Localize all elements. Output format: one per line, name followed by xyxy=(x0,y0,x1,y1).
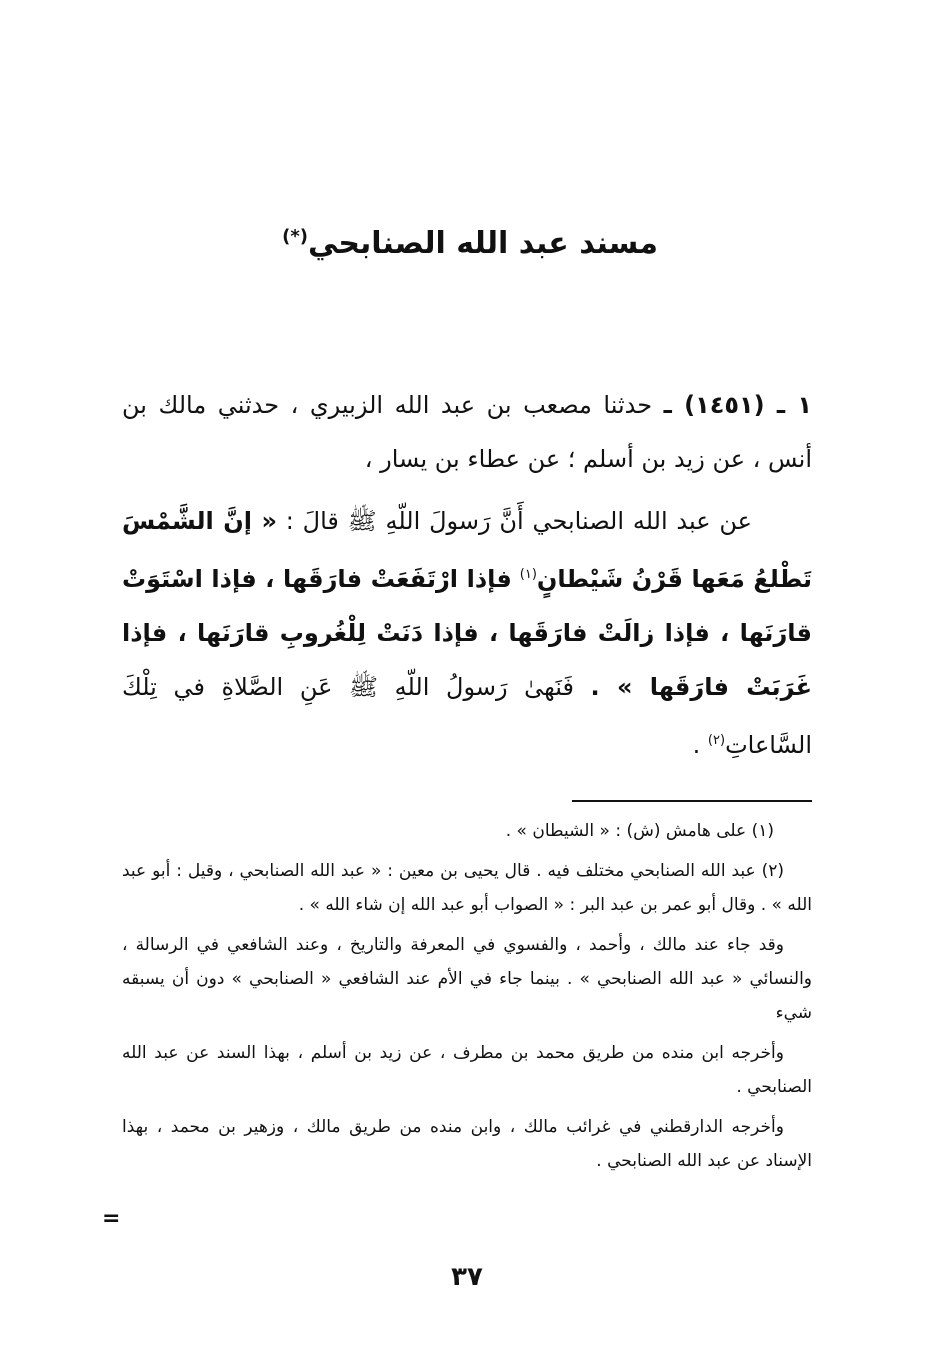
matn-part-3: فَنَهىٰ رَسولُ اللّهِ ﷺ عَنِ الصَّلاةِ في تِلْكَ السَّاعاتِ xyxy=(122,673,812,759)
footnote-ref-1: (١) xyxy=(519,567,537,582)
footnotes xyxy=(122,814,812,1184)
hadith-matn xyxy=(122,494,812,772)
matn-part-2: فإذا ارْتَفَعَتْ فارَقَها ، فإذا اسْتَوَتْ قارَنَها ، فإذا زالَتْ فارَقَها ، فإذا دَنَتْ لِلْغُروبِ قارَنَها ، فإذا غَرَبَتْ فارَقَها » . xyxy=(122,565,812,701)
footnote-2: (٢) عبد الله الصنابحي مختلف فيه . قال يحيى بن معين : « عبد الله الصنابحي ، وقيل : أبو عبد الله » . وقال أبو عمر بن عبد البر : « الصواب أبو عبد الله إن شاء الله » . xyxy=(122,861,812,915)
footnote-ref-2: (٢) xyxy=(707,733,726,748)
footnote-1: (١) على هامش (ش) : « الشيطان » . xyxy=(505,821,774,841)
footnote-2-paragraph-4: وأخرجه الدارقطني في غرائب مالك ، وابن منده من طريق مالك ، وزهير بن محمد ، بهذا الإسناد عن عبد الله الصنابحي . xyxy=(122,1117,812,1171)
hadith-text xyxy=(122,378,812,772)
matn-intro: عن عبد الله الصنابحي أَنَّ رَسولَ اللّهِ ﷺ قالَ : xyxy=(285,507,752,535)
continuation-mark: = xyxy=(102,1206,121,1231)
hadith-isnad xyxy=(122,378,812,486)
matn-end: . xyxy=(692,731,701,759)
footnote-2-paragraph-2: وقد جاء عند مالك ، وأحمد ، والفسوي في المعرفة والتاريخ ، وعند الشافعي في الرسالة ، والنسائي « عبد الله الصنابحي » . بينما جاء في الأم عند الشافعي « الصنابحي » دون أن يسبقه شيء xyxy=(122,935,812,1023)
footnote-divider xyxy=(572,800,812,802)
page-number: ٣٧ xyxy=(451,1262,483,1292)
title-note-ref: (*) xyxy=(282,226,308,247)
matn-part-1: « إنَّ الشَّمْسَ تَطْلعُ مَعَها قَرْنُ شَيْطانٍ xyxy=(122,507,812,593)
title-text: مسند عبد الله الصنابحي xyxy=(307,226,658,261)
page-title xyxy=(120,212,820,269)
footnote-2-paragraph-3: وأخرجه ابن منده من طريق محمد بن مطرف ، عن زيد بن أسلم ، بهذا السند عن عبد الله الصنابحي . xyxy=(122,1043,812,1097)
hadith-number: ١ ـ (١٤٥١) ـ xyxy=(663,391,812,419)
isnad-text: حدثنا مصعب بن عبد الله الزبيري ، حدثني مالك بن أنس ، عن زيد بن أسلم ؛ عن عطاء بن يسار ، xyxy=(122,391,812,473)
